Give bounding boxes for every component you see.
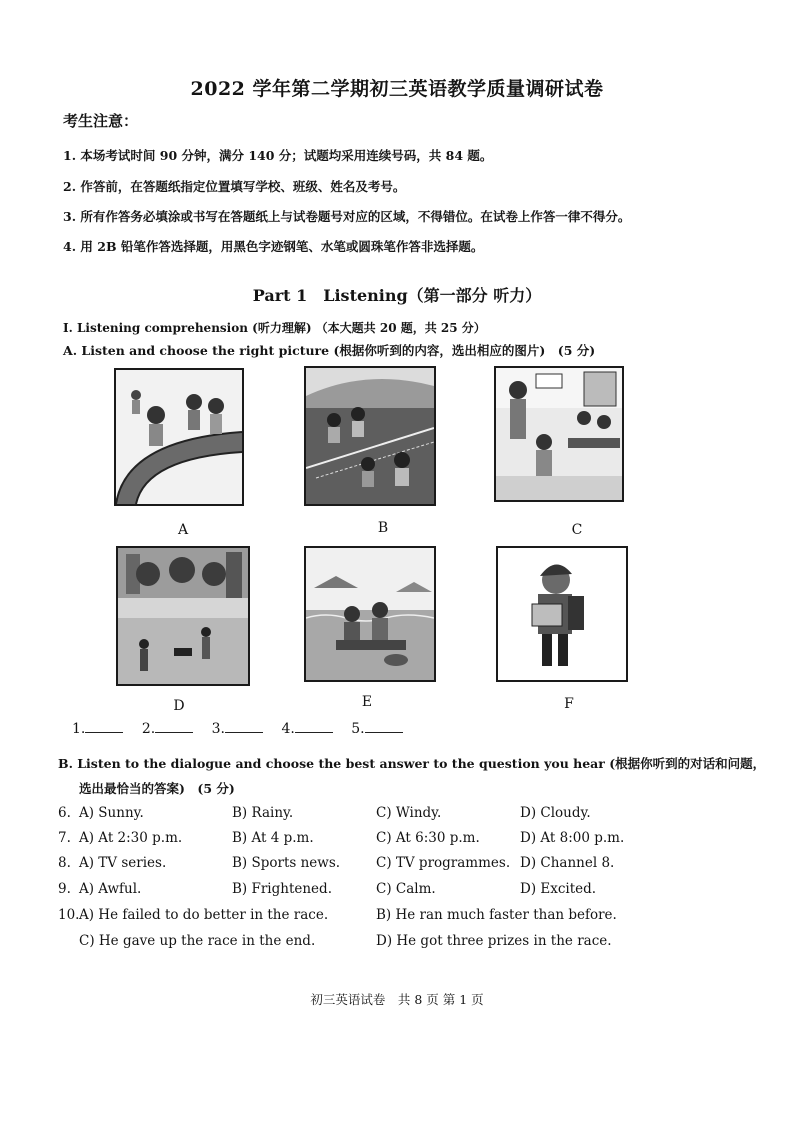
blank-3[interactable]: 3.: [212, 720, 263, 737]
option-d[interactable]: D) Cloudy.: [520, 805, 591, 821]
picture-e: [304, 546, 436, 682]
question-number: 8.: [58, 855, 71, 871]
section-b-heading: B. Listen to the dialogue and choose the best answer to the question you hear (根据你听到的对话和问题，: [58, 756, 766, 771]
option-d[interactable]: D) Channel 8.: [520, 855, 615, 871]
page-footer: 初三英语试卷 共 8 页 第 1 页: [310, 992, 484, 1007]
picture-b: [304, 366, 436, 506]
picture-c: [494, 366, 624, 502]
option-c[interactable]: C) At 6:30 p.m.: [376, 830, 480, 846]
notice-heading: 考生注意：: [63, 112, 139, 130]
section-i-heading: I. Listening comprehension (听力理解) （本大题共 20 题，共 25 分）: [63, 321, 486, 335]
blank-1[interactable]: 1.: [72, 720, 123, 737]
picture-a: [114, 368, 244, 506]
question-number: 10.: [58, 907, 80, 923]
option-b[interactable]: B) Sports news.: [232, 855, 341, 871]
option-a[interactable]: A) Sunny.: [79, 805, 144, 821]
section-b-heading-2: 选出最恰当的答案) (5 分): [79, 781, 235, 796]
exam-title: 2022 学年第二学期初三英语教学质量调研试卷: [190, 78, 604, 100]
picture-d-label: D: [173, 698, 185, 714]
option-b[interactable]: B) Rainy.: [232, 805, 294, 821]
notice-item-3: 3. 所有作答务必填涂或书写在答题纸上与试卷题号对应的区域，不得错位。在试卷上作答一律不得分。: [63, 209, 631, 224]
option-a[interactable]: A) He failed to do better in the race.: [79, 907, 329, 923]
question-number: 6.: [58, 805, 71, 821]
option-d[interactable]: D) Excited.: [520, 881, 597, 897]
blank-5[interactable]: 5.: [351, 720, 402, 737]
option-c[interactable]: C) He gave up the race in the end.: [79, 933, 316, 949]
picture-f: [496, 546, 628, 682]
picture-e-label: E: [361, 694, 373, 710]
picture-b-label: B: [377, 520, 389, 536]
option-b[interactable]: B) Frightened.: [232, 881, 332, 897]
option-d[interactable]: D) At 8:00 p.m.: [520, 830, 625, 846]
blank-2[interactable]: 2.: [142, 720, 193, 737]
question-number: 9.: [58, 881, 71, 897]
option-b[interactable]: B) At 4 p.m.: [232, 830, 314, 846]
option-b[interactable]: B) He ran much faster than before.: [376, 907, 617, 923]
option-c[interactable]: C) Windy.: [376, 805, 442, 821]
picture-f-label: F: [564, 696, 574, 712]
notice-item-2: 2. 作答前，在答题纸指定位置填写学校、班级、姓名及考号。: [63, 179, 406, 194]
picture-c-label: C: [571, 522, 583, 538]
blank-4[interactable]: 4.: [281, 720, 332, 737]
part-heading: Part 1 Listening（第一部分 听力）: [252, 286, 542, 305]
option-c[interactable]: C) TV programmes.: [376, 855, 511, 871]
option-c[interactable]: C) Calm.: [376, 881, 436, 897]
question-number: 7.: [58, 830, 71, 846]
option-d[interactable]: D) He got three prizes in the race.: [376, 933, 612, 949]
picture-d: [116, 546, 250, 686]
section-a-heading: A. Listen and choose the right picture (根据你听到的内容，选出相应的图片) (5 分): [63, 343, 596, 358]
picture-a-label: A: [177, 522, 189, 538]
answer-blanks: [72, 720, 417, 737]
option-a[interactable]: A) TV series.: [79, 855, 167, 871]
option-a[interactable]: A) Awful.: [79, 881, 142, 897]
notice-item-4: 4. 用 2B 铅笔作答选择题，用黑色字迹钢笔、水笔或圆珠笔作答非选择题。: [63, 239, 484, 254]
option-a[interactable]: A) At 2:30 p.m.: [79, 830, 183, 846]
notice-item-1: 1. 本场考试时间 90 分钟，满分 140 分；试题均采用连续号码，共 84 题。: [63, 148, 493, 163]
